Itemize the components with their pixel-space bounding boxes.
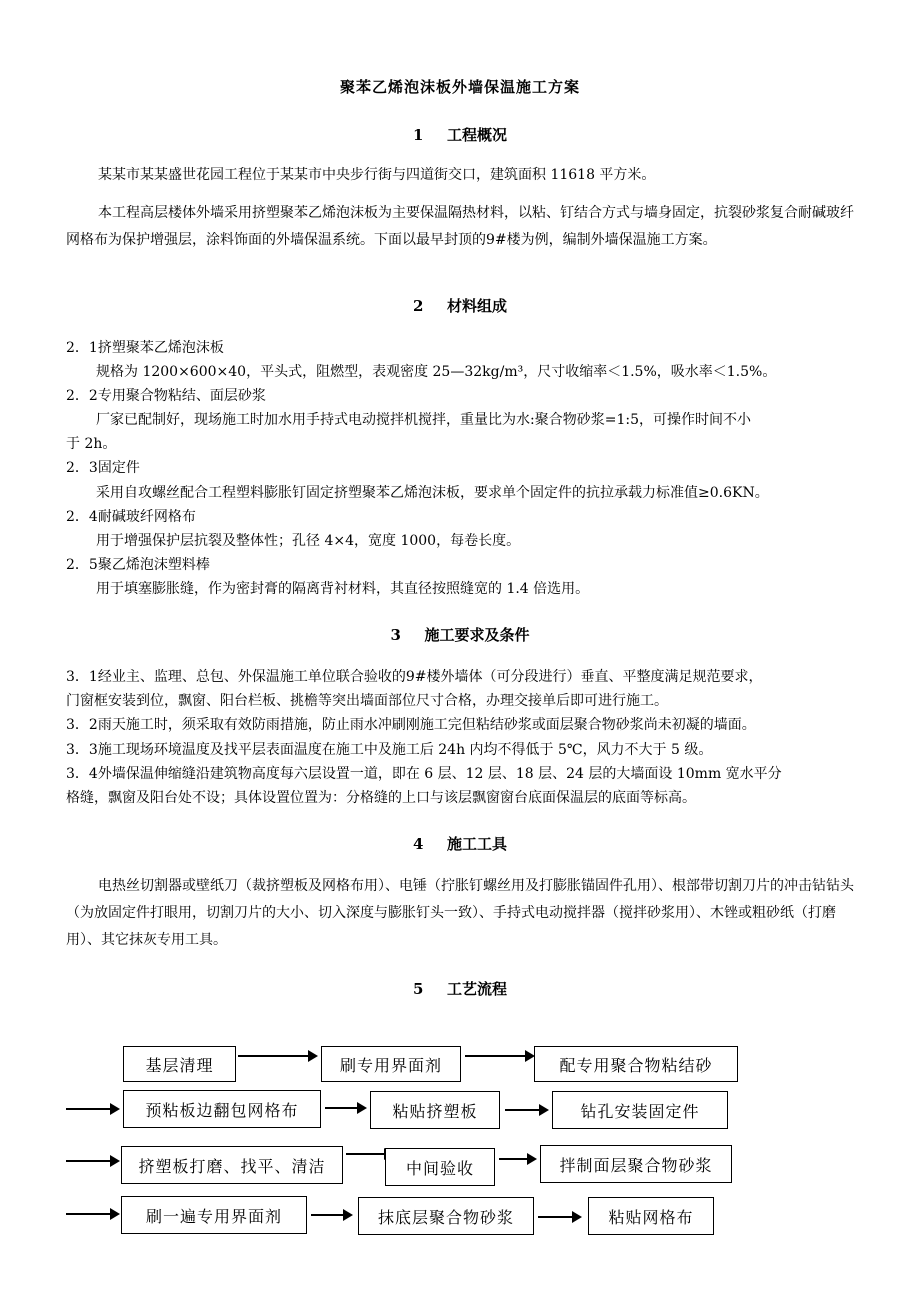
flow-box-base-cleaning: 基层清理 bbox=[123, 1046, 236, 1082]
s2-item-2: 2．2专用聚合物粘结、面层砂浆 bbox=[66, 388, 266, 404]
s2-item-5-detail: 用于填塞膨胀缝，作为密封膏的隔离背衬材料，其直径按照缝宽的 1.4 倍选用。 bbox=[96, 581, 590, 597]
s1-paragraph-2: 本工程高层楼体外墙采用挤塑聚苯乙烯泡沫板为主要保温隔热材料，以粘、钉结合方式与墙身固定，抗裂砂浆复合耐碱玻纤网格布为保护增强层，涂料饰面的外墙保温系统。下面以最早封顶的9#楼为例，编制外墙保温施工方案。 bbox=[66, 205, 854, 248]
flow-arrow bbox=[66, 1108, 112, 1110]
doc-title: 聚苯乙烯泡沫板外墙保温施工方案 bbox=[339, 78, 580, 96]
section-title: 施工要求及条件 bbox=[424, 626, 530, 644]
flow-arrow bbox=[66, 1160, 112, 1162]
s3-item-1: 3．1经业主、监理、总包、外保温施工单位联合验收的9#楼外墙体（可分段进行）垂直、平整度满足规范要求， bbox=[66, 669, 763, 685]
flow-box-drill-fixings: 钻孔安装固定件 bbox=[552, 1091, 728, 1129]
flow-box-stick-board: 粘贴挤塑板 bbox=[370, 1091, 500, 1129]
s2-item-4: 2．4耐碱玻纤网格布 bbox=[66, 509, 196, 525]
section-title: 材料组成 bbox=[446, 297, 507, 315]
flow-box-apply-mesh: 粘贴网格布 bbox=[588, 1197, 714, 1235]
section-number: 4 bbox=[412, 835, 424, 853]
s3-item-2: 3．2雨天施工时，须采取有效防雨措施，防止雨水冲刷刚施工完但粘结砂浆或面层聚合物砂浆尚未初凝的墙面。 bbox=[66, 717, 756, 733]
flow-arrow bbox=[499, 1158, 529, 1160]
flow-box-inspection: 中间验收 bbox=[385, 1148, 495, 1186]
s3-item-3: 3．3施工现场环境温度及找平层表面温度在施工中及施工后 24h 内均不得低于 5℃，风力不大于 5 级。 bbox=[66, 742, 713, 758]
flow-box-mix-mortar: 拌制面层聚合物砂浆 bbox=[540, 1145, 732, 1183]
s4-paragraph: 电热丝切割器或壁纸刀（裁挤塑板及网格布用）、电锤（拧胀钉螺丝用及打膨胀锚固件孔用）、根部带切割刀片的冲击钻钻头（为放固定件打眼用，切割刀片的大小、切入深度与膨胀钉头一致）、手持式电动搅拌器（搅拌砂浆用）、木锉或粗砂纸（打磨用）、其它抹灰专用工具。 bbox=[66, 878, 854, 948]
section-5-heading bbox=[0, 978, 920, 999]
s3-item-4-cont: 格缝，飘窗及阳台处不设；具体设置位置为：分格缝的上口与该层飘窗窗台底面保温层的底面等标高。 bbox=[66, 790, 696, 806]
flow-box-interface-agent: 刷专用界面剂 bbox=[321, 1046, 461, 1082]
flow-arrow bbox=[238, 1055, 310, 1057]
flow-arrow bbox=[346, 1153, 386, 1155]
section-2-heading bbox=[0, 295, 920, 316]
flow-arrow bbox=[538, 1216, 574, 1218]
section-number: 5 bbox=[412, 980, 424, 998]
flow-box-mix-binder: 配专用聚合物粘结砂 bbox=[534, 1046, 738, 1082]
flow-arrow bbox=[505, 1109, 541, 1111]
section-number: 2 bbox=[412, 297, 424, 315]
section-3-heading bbox=[0, 624, 920, 645]
section-number: 3 bbox=[390, 626, 401, 644]
flow-arrow bbox=[311, 1214, 345, 1216]
s1-paragraph-1: 某某市某某盛世花园工程位于某某市中央步行街与四道街交口，建筑面积 11618 平方米。 bbox=[98, 167, 656, 183]
s3-item-4: 3．4外墙保温伸缩缝沿建筑物高度每六层设置一道，即在 6 层、12 层、18 层、24 层的大墙面设 10mm 宽水平分 bbox=[66, 766, 782, 782]
flow-box-wrap-mesh: 预粘板边翻包网格布 bbox=[123, 1090, 321, 1128]
section-1-heading bbox=[0, 124, 920, 145]
s2-item-1-detail: 规格为 1200×600×40，平头式，阻燃型，表观密度 25—32kg/m³，尺寸收缩率＜1.5%，吸水率＜1.5%。 bbox=[96, 364, 777, 380]
section-number: 1 bbox=[412, 126, 424, 144]
section-4-heading bbox=[0, 833, 920, 854]
s2-item-2-detail: 厂家已配制好，现场施工时加水用手持式电动搅拌机搅拌，重量比为水:聚合物砂浆=1:5，可操作时间不小 bbox=[96, 412, 751, 428]
s2-item-4-detail: 用于增强保护层抗裂及整体性；孔径 4×4，宽度 1000，每卷长度。 bbox=[96, 533, 521, 549]
flow-arrow bbox=[465, 1055, 527, 1057]
s2-item-5: 2．5聚乙烯泡沫塑料棒 bbox=[66, 557, 210, 573]
s2-item-3: 2．3固定件 bbox=[66, 460, 140, 476]
section-title: 工艺流程 bbox=[446, 980, 507, 998]
s3-item-1-cont: 门窗框安装到位，飘窗、阳台栏板、挑檐等突出墙面部位尺寸合格，办理交接单后即可进行施工。 bbox=[66, 693, 668, 709]
s2-item-2-detail-cont: 于 2h。 bbox=[66, 436, 117, 452]
flow-arrow bbox=[66, 1213, 112, 1215]
section-title: 施工工具 bbox=[446, 835, 507, 853]
flow-box-base-mortar: 抹底层聚合物砂浆 bbox=[358, 1197, 534, 1235]
flow-box-second-interface: 刷一遍专用界面剂 bbox=[121, 1196, 307, 1234]
section-title: 工程概况 bbox=[446, 126, 507, 144]
s2-item-3-detail: 采用自攻螺丝配合工程塑料膨胀钉固定挤塑聚苯乙烯泡沫板，要求单个固定件的抗拉承载力标准值≥0.6KN。 bbox=[96, 485, 769, 501]
s2-item-1: 2．1挤塑聚苯乙烯泡沫板 bbox=[66, 340, 224, 356]
flow-box-sand-level: 挤塑板打磨、找平、清洁 bbox=[121, 1146, 343, 1184]
flow-arrow bbox=[325, 1107, 359, 1109]
